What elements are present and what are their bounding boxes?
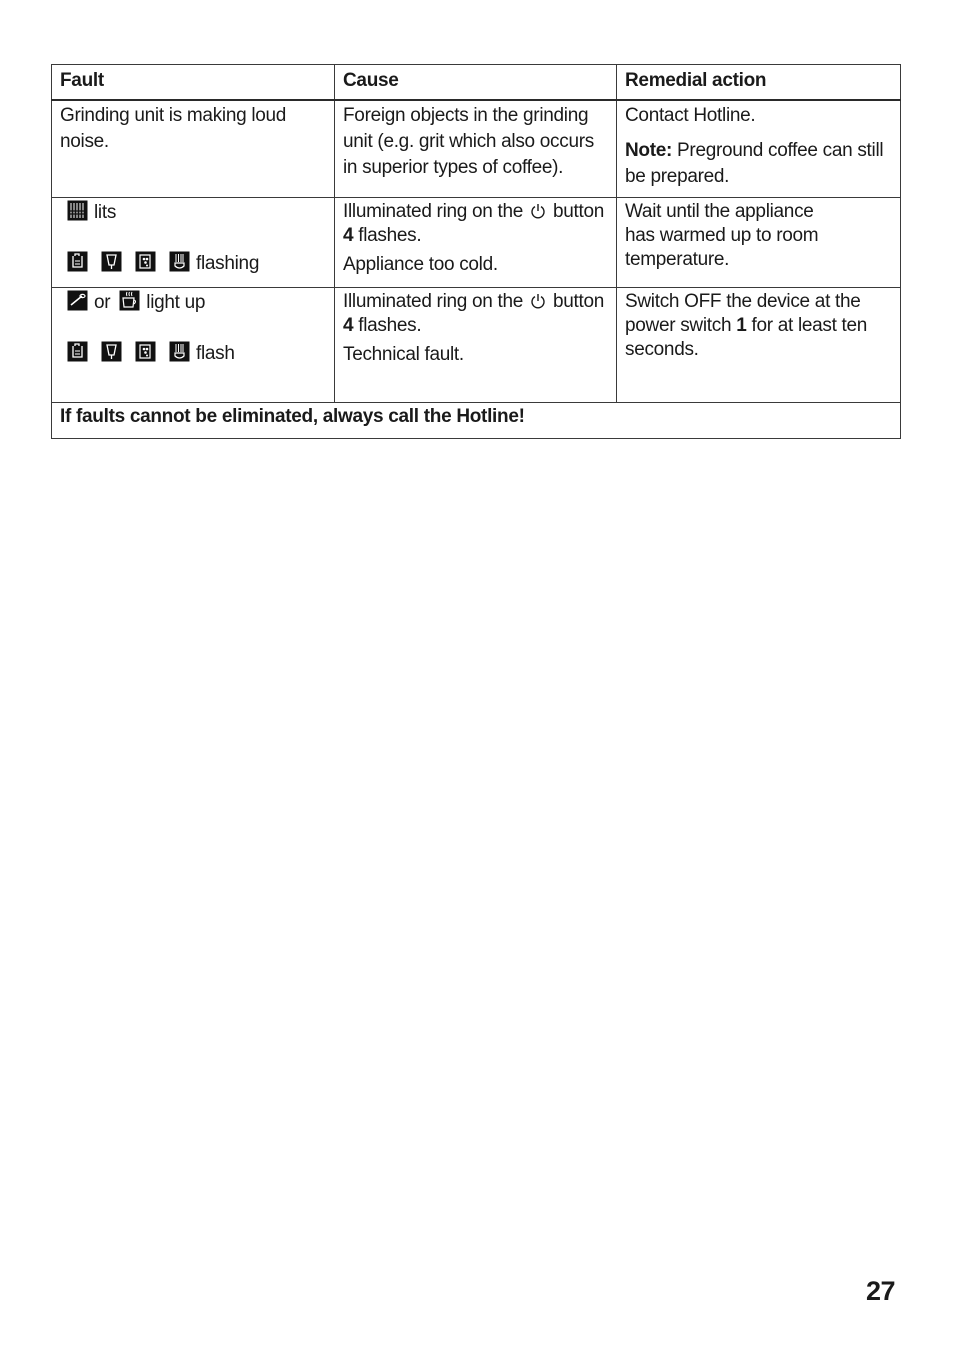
fault-line (60, 290, 328, 316)
cause-cell (335, 288, 617, 403)
fault-table (51, 64, 901, 439)
note-label: Note: (625, 139, 673, 161)
fault-line (60, 251, 328, 277)
remedy-text-part: for at least ten seconds. (625, 315, 868, 360)
cause-text: Foreign objects in the grinding unit (e.g. grit which also occurs in superior types of coffee). (343, 104, 594, 178)
hotline-notice: If faults cannot be eliminated, always call the Hotline! (52, 403, 901, 439)
empty-drip-tray-icon (101, 341, 122, 362)
cause-text-part: button (548, 291, 605, 312)
fault-cell (52, 100, 335, 198)
remedy-cell (617, 288, 901, 403)
remedy-cell (617, 100, 901, 198)
fault-status-text: flashing (196, 253, 260, 274)
fault-line (60, 341, 328, 367)
table-footer-row (52, 403, 901, 439)
remedy-text-part: Switch OFF the device at the power switch (625, 291, 861, 336)
fill-beans-icon (135, 341, 156, 362)
descale-icon (67, 200, 88, 221)
fault-status-text: lits (94, 202, 117, 223)
hot-water-cup-icon (119, 290, 140, 311)
remedy-text: Contact Hotline. (625, 104, 756, 126)
fault-status-text: light up (146, 292, 206, 313)
table-header-row (52, 65, 901, 100)
cause-text (343, 290, 610, 338)
cause-text: Technical fault. (343, 344, 464, 365)
header-cause: Cause (335, 65, 617, 100)
header-fault: Fault (52, 65, 335, 100)
fault-cell (52, 288, 335, 403)
switch-number: 1 (736, 315, 747, 336)
cleaning-icon (169, 251, 190, 272)
button-number: 4 (343, 315, 354, 336)
cause-cell (335, 100, 617, 198)
water-tank-icon (67, 251, 88, 272)
fault-text: Grinding unit is making loud noise. (60, 104, 287, 152)
remedy-cell (617, 198, 901, 288)
button-number: 4 (343, 225, 354, 246)
note-paragraph (625, 138, 894, 190)
remedy-text: Wait until the appliance has warmed up to room temperature. (625, 201, 819, 270)
cause-text (343, 200, 610, 248)
table-row (52, 198, 901, 288)
fault-status-text: flash (196, 343, 235, 364)
cause-cell (335, 198, 617, 288)
cause-text: Appliance too cold. (343, 254, 498, 275)
power-icon (530, 293, 546, 309)
fault-line (60, 200, 328, 226)
cause-text-part: Illuminated ring on the (343, 291, 529, 312)
cause-text-part: flashes. (353, 315, 422, 336)
cause-text-part: flashes. (353, 225, 422, 246)
remedy-text (625, 290, 894, 362)
water-tank-icon (67, 341, 88, 362)
table-row (52, 100, 901, 198)
power-icon (530, 203, 546, 219)
fault-status-text: or (94, 292, 111, 313)
cause-text-part: Illuminated ring on the (343, 201, 529, 222)
fill-beans-icon (135, 251, 156, 272)
table-row (52, 288, 901, 403)
header-remedial-action: Remedial action (617, 65, 901, 100)
page-number: 27 (866, 1276, 896, 1306)
empty-drip-tray-icon (101, 251, 122, 272)
cleaning-icon (169, 341, 190, 362)
cause-text-part: button (548, 201, 605, 222)
milk-frothing-icon (67, 290, 88, 311)
note-text: Preground coffee can still be prepared. (625, 139, 884, 187)
fault-cell (52, 198, 335, 288)
